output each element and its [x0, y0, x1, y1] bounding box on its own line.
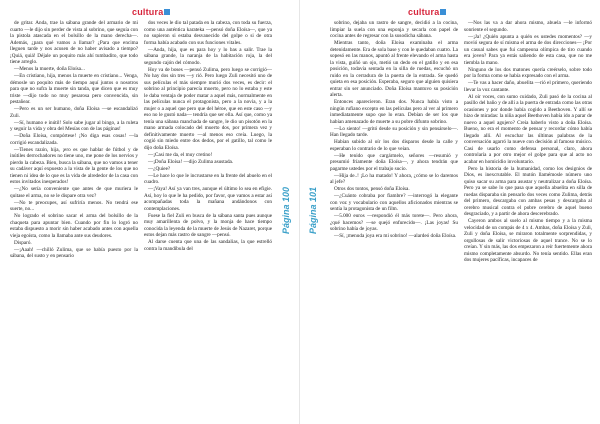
paragraph: Pero la historia de la humanidad, como los designios de Dios, es inexcrutable. El mutón llamémosle número uno quiso sacar su arma para asustar y neutralizar a doña Eloísa. Pero ya se sabe lo que pasa que aquella abuelita en silla de ruedas disparaba sin pensarlo dos veces como Zulima, detrás del primero, descargaba con ambas pesas y descargaba al cerebro musical contra el pobre cerebro de aquel bueno desgraciado, y a partir de ahora descerebrado. [464, 165, 592, 217]
paragraph: de gritar. Anda, trae la sábana grande del armario de mi cuarto —le dijo sin perder de vista al sobrino, que seguía con la pistola atascada en el bolsillo de la mano derecha—. Además, ¿para qué vamos a llamar? ¿Para que encima lleguen tarde y nos acusen de no haber avisado a tiempo? ¡Quiá, quiá! Déjale un poquito más ahí tumbadito, que todo tiene arreglo. [10, 20, 138, 65]
logo-cube-icon [440, 9, 446, 15]
paragraph: —¿Quiee? [148, 165, 171, 172]
paragraph: —No te preocupes, así sufriría menos. No tendrá ese suerte, no... [10, 199, 138, 212]
logo-cube-icon [164, 9, 170, 15]
paragraph: —¿Cuánto cobraba por fiambre? —interrogó la elegante con voz y vocabulario con aquellos aficionados mientras se sentía la protagonista de un film. [330, 193, 458, 212]
paragraph: dos veces le dio tal patada en la cabeza, con toda su fuerza, como una auténtica karateka —pensó doña Eloísa—, que ya no supieron si estaba desvanecido del golpe o si de otra forma había acabado con sus funciones vitales. [144, 20, 272, 46]
paragraph: Ninguno de los dos matones quería creérselo, sobre todo por la forma como se había expresado con el arma. [464, 66, 592, 79]
paragraph: Entonces aparecieron. Eran dos. Nunca había visto a ningún rufiano excepto en las películas pero al ver al primero inmediatamente supo que lo eran. Debían de ser los que habían amenazado de muerte a su pobre difunto sobrino. [330, 99, 458, 125]
paragraph: Habían subido al oír los dos disparos desde la calle y esperaban lo contrario de lo que veían. [330, 139, 458, 152]
page-number: Página 101 [308, 186, 318, 234]
paragraph: —¡Doña Eloísa! —dijo Zulima asustada. [148, 158, 234, 165]
paragraph: —Sí, humano e inútil! Solo sabe jugar al bingo, a la ruleta y seguir la vida y obra del Mesías con de las páginas! [10, 119, 138, 132]
paragraph: —Pero es un ser humano, doña Eloísa —se escandalizó Zuli. [10, 106, 138, 119]
paragraph: Al oír voces, con sumo cuidado, Zuli pasó de la cocina al pasillo del baño y de allí a la puerta de entrada como las otras ocasiones y por donde había cogido a Beethoven. Y allí se hizo de miradas: la niña aquel Beethoven había ido a parar de nuevo a aquel agujero? Creía haberlo visto a doña Eloísa. Bueno, no era el momento de pensar y recordar cómo había llegado allí. Al escuchar las últimas palabras de la conversación agarró la nueve con decisión al famoso músico. Casi de usarlo como defensa personal, claro, ahora controlaría a por otro mejor el golpe para que al acto no acabar en homicidio involuntario. [464, 93, 592, 165]
paragraph: —5.000 euros —respondió él más torete—. Pero ahora, ¿qué hacemos? —se quejó enfurecido—. ¡Las joyas! Su sobrino había de joyas. [330, 213, 458, 232]
paragraph: —Tienes razón, hija, ¡ero es que hablar de fútbol y de inútiles derrochadores no tiene uno, me pone de los nervios y pierdo la cabeza. Bien, busca la sábana, que no vamos a tener su cadáver aquí expuesto a la vista de la gente de los que no tienen ni idea de lo que es la vida de alrededor de la casa con estos invitados inesperados! [10, 146, 138, 185]
cultura-logo: cultura [408, 7, 446, 17]
paragraph: —¿No sería conveniente que antes de que muriera le quitase el arma, no se le dispare otra vez? [10, 186, 138, 199]
paragraph: Cayeron ambos al suelo al mismo tiempo y a la misma velocidad de un compás de 4 x 4. Ambas, doña Eloísa y Zuli, Zuli y doña Eloísa, se miraron totalmente sorprendidas, y orgullosas de salir victoriosas de aquel trance. No se lo creían. Y sin más, las dos empezaron a reír fuertemente ahora mismo completamente absurdo. No tenía sentido. Ellas eran dos mujeres pacíficas, incapaces de [464, 218, 592, 263]
paragraph: —Doña Eloísa, compórtese! ¡No diga esas cosas! —la corrigió escandalizada. [10, 133, 138, 146]
paragraph: —Nos las va a dar ahora mismo, abuela —le informó sonriente el segundo. [464, 20, 592, 33]
right-column-1 [330, 20, 458, 418]
paragraph: Disparó. [14, 239, 32, 246]
paragraph: —Te vas a hacer daño, abuelita —rió el primero, queriendo llevar la voz cantante. [464, 80, 592, 93]
paragraph: Otros dos tontos, pensó doña Eloísa. [334, 186, 410, 192]
paragraph: —He tenido que cargármelo, señores —resumió y presumió fríamente doña Eloísa—, y ahora tendrán que pagarme ustedes por el trabajo sucio. [330, 152, 458, 172]
paragraph: No logrado el sobrino sacar el arma del bolsillo de la chaqueta para apuntar bien. Cuando por fin lo logró no estaba dispuesto a morir sin haber acabado antes con aquella vieja egoísta, como la llamaba ante sus deudores. [10, 213, 138, 239]
right-page [300, 0, 600, 424]
paragraph: Mientras tanto, doña Eloísa examinaba el arma detenidamente. Era de sola base y con le quedaban cuatro. La sopesó en las manos, apuntó al frente elevando el arma hasta la vista, guiñó un ojo, metió un dedo en el gatillo y en esa posición, todavía sentada en la silla de ruedas, escuchó un ruido en la cerradura de la puerta de la entrada. Se quedó quieta en esa posición. Esperaba, seguro que alguien quisiera entrar sin ser anunciado. Doña Eloísa mantuvo su posición alerta. [330, 40, 458, 98]
paragraph: —Menos la muerte, doña Eloísa... [14, 66, 85, 72]
left-columns [10, 20, 272, 418]
paragraph: sobrino, dejaba un rastro de sangre, decidió a la cocina, limpiar la suela con una esponja y secarla con papel de cocina antes de regresar con la susodicha sábana. [330, 20, 458, 39]
paragraph: Al darse cuenta que una de las sandalias, la que estrelló contra la mandíbula del [144, 239, 272, 252]
paragraph: Fuese la fiel Zuli en busca de la sábana santa pues aunque muy amarillenta de polvo, y la monja de hace tiempo conocida la leyenda de la muerte de Jesús de Nazaret, porque estos dejan más rastro de sangre —pensó. [144, 212, 272, 238]
paragraph: —Sí, ¡menuda joya era mi sobrino! —alardeó doña Eloísa. [334, 233, 457, 239]
paragraph: —¡Ja! ¿Quién apunta a quién es ustedes momentos? —y movió segura de sí misma el arma de dos direcciones— ¡Por un casual sabes que fui campeona olímpica de tiro cuando era joven? Para ya estás saliendo de esta casa, que no me tiembla la mano. [464, 33, 592, 66]
right-column-2 [464, 20, 592, 418]
paragraph: —Anda, hija, que es para hoy y lo bas a salir. Trae la sábana grande, la naranja de la habitación roja, la del segundo cajón del cómodo. [144, 46, 272, 66]
cultura-logo: cultura [132, 7, 170, 17]
page-number: Página 100 [281, 186, 291, 234]
paragraph: —¡Vaya! Así ya van tres, aunque el último lo sea en efigie. Así, hoy lo que le ha pedido, por favor, que vamos a estar así acompañadas toda la mañana andándonos con contemplaciones. [144, 186, 272, 212]
paragraph: —Hija de..! ¡Lo ha matado! Y ahora, ¿cómo se lo daremos al jefe? [330, 172, 458, 185]
paragraph: —En cristiano, hija, menos la muerte en cristiano... Venga, démosle un poquito más de tiempo aquí juntos o nosotros para que no sufra la muerte sin tanda, que dicen que es muy triste —dijo todo no muy pesarosa pero convencida, sin pestañear. [10, 73, 138, 105]
right-columns [330, 20, 592, 418]
paragraph: —¡Casi me da, el muy cretino! [148, 151, 213, 158]
left-column-1 [10, 20, 138, 418]
paragraph: —¡Aaah! —chilló Zulima, que se había puesto por la sábana, del susto y en pensario [10, 246, 138, 259]
paragraph: —Lo siento! —gritó desde su posición y sin pensárselo—. Han llegado tarde. [330, 125, 458, 138]
paragraph: Hoy va de boses —pensó Zulima, pero luego se corrigió— No hay dos sin tres —y rió. Pero luego Zuli necesitó uno de sus películas el más siempre murió dos veces, es decir: el sobrino al principio parecía muerto, pero no lo estaba y este le daba ventaja de poder matar a aquel más, normalmente en las películas nunca el protagonista, pero a la novia, y a la mujer o a aquel que pero que del héroe, que en este caso —y eso no le gustó nada— tendría que ser ella. Así que, como ya tenía una sábana manchada de sangre, le dio un pisotón en la mano armada colocado del muerto dos, por primera vez y definitivamente muerto —al menos eso creía. Luego, la cogió sin miedo entre dos dedos, por el gatillo, tal como le dijo doña Eloísa. [144, 66, 272, 151]
paragraph: —Le hace lo que le incrustarse en la frente del abuelo en el cuadro. [144, 172, 272, 185]
left-column-2 [144, 20, 272, 418]
